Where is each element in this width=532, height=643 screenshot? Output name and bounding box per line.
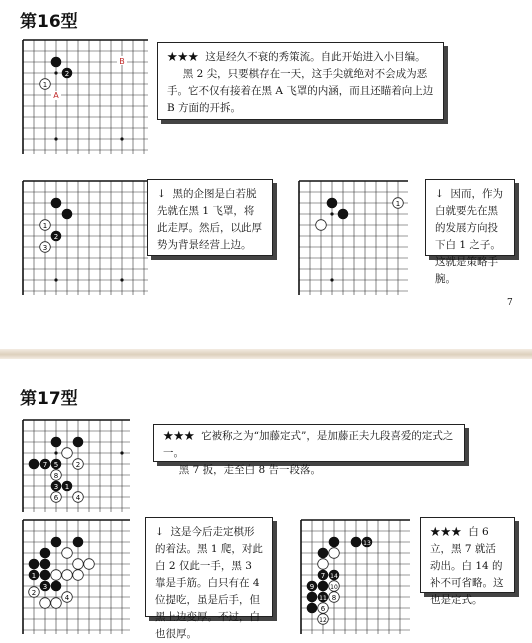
commentary-text: 因而，作为白就要先在黑的发展方向投下白 1 之子。这就是策略手腕。: [435, 188, 503, 285]
go-board-16-main: [18, 36, 148, 154]
go-board-16-right: [294, 177, 408, 295]
stone-label: 13: [363, 540, 371, 547]
stone-label: 2: [53, 233, 59, 241]
stone-label: 10: [330, 584, 338, 591]
point-b-label: B: [119, 57, 125, 66]
stone-label: 11: [319, 595, 327, 602]
arrow-icon: ↓: [435, 188, 444, 200]
commentary-17-main: [153, 424, 465, 476]
stone-label: 7: [320, 572, 326, 580]
stone-label: 6: [53, 494, 59, 502]
stone-label: 1: [42, 81, 48, 89]
commentary-line: 这是经久不衰的秀策流。自此开始进入小目编。: [205, 51, 426, 63]
stone-label: 12: [319, 617, 327, 624]
commentary-line: 黑 7 扳，走至白 8 告一段落。: [178, 464, 321, 476]
arrow-icon: ↓: [155, 526, 164, 538]
stone-label: 7: [42, 461, 48, 469]
stone-label: 1: [42, 222, 48, 230]
commentary-17-right: [420, 517, 515, 606]
stone-label: 1: [395, 200, 401, 208]
commentary-paragraph: 黑 2 尖，只要棋存在一天，这手尖就绝对不会成为恶手。它不仅有接着在黑 A 飞罩的内涵，而且还瞄着向上边 B 方面的开拆。: [167, 68, 434, 114]
stone-label: 9: [309, 583, 315, 591]
point-a-label: A: [53, 91, 59, 100]
stone-label: 1: [31, 572, 37, 580]
stone-label: 6: [320, 605, 326, 613]
commentary-16-main: [157, 42, 444, 120]
rating-stars: ★★★: [163, 430, 195, 442]
page-divider: [0, 349, 532, 359]
stone-label: 3: [42, 244, 48, 252]
page-title-17: 第17型: [20, 389, 78, 409]
stone-label: 14: [330, 573, 338, 580]
page-title-16: 第16型: [20, 12, 78, 32]
arrow-icon: ↓: [157, 188, 166, 200]
stone-label: 4: [64, 594, 70, 602]
go-board-17-right: [296, 516, 410, 634]
go-board-17-main: [18, 410, 130, 512]
stone-label: 4: [75, 494, 81, 502]
stone-label: 2: [64, 70, 70, 78]
stone-label: 2: [31, 589, 37, 597]
stone-label: 2: [75, 461, 81, 469]
go-board-17-left: [18, 516, 130, 634]
commentary-16-left: [147, 179, 273, 256]
stone-label: 3: [53, 483, 59, 491]
commentary-text: 这是今后走定棋形的着法。黑 1 爬，对此白 2 仅此一手，黑 3 靠是手筋。白只有在 4 位提吃，虽是后手，但黑上边变厚。不过，白也很厚。: [155, 526, 263, 640]
stone-label: 5: [53, 461, 59, 469]
stone-label: 1: [64, 483, 70, 491]
stone-label: 3: [42, 583, 48, 591]
stone-label: 8: [53, 472, 59, 480]
page-number: 7: [507, 298, 513, 308]
stone-label: 8: [331, 594, 337, 602]
commentary-line: 它被称之为“加藤定式”，是加藤正夫九段喜爱的定式之一。: [163, 430, 454, 459]
commentary-text: 黑的企图是白若脱先就在黑 1 飞罩，将此走厚。然后，以此厚势为背景经营上边。: [157, 188, 262, 251]
commentary-16-right: [425, 179, 515, 285]
commentary-text: 白 6 立，黑 7 就活动出。白 14 的补不可省略。这也是定式。: [430, 526, 504, 606]
rating-stars: ★★★: [430, 526, 462, 538]
go-board-16-left: [18, 177, 148, 295]
rating-stars: ★★★: [167, 51, 199, 63]
commentary-17-left: [145, 517, 273, 640]
